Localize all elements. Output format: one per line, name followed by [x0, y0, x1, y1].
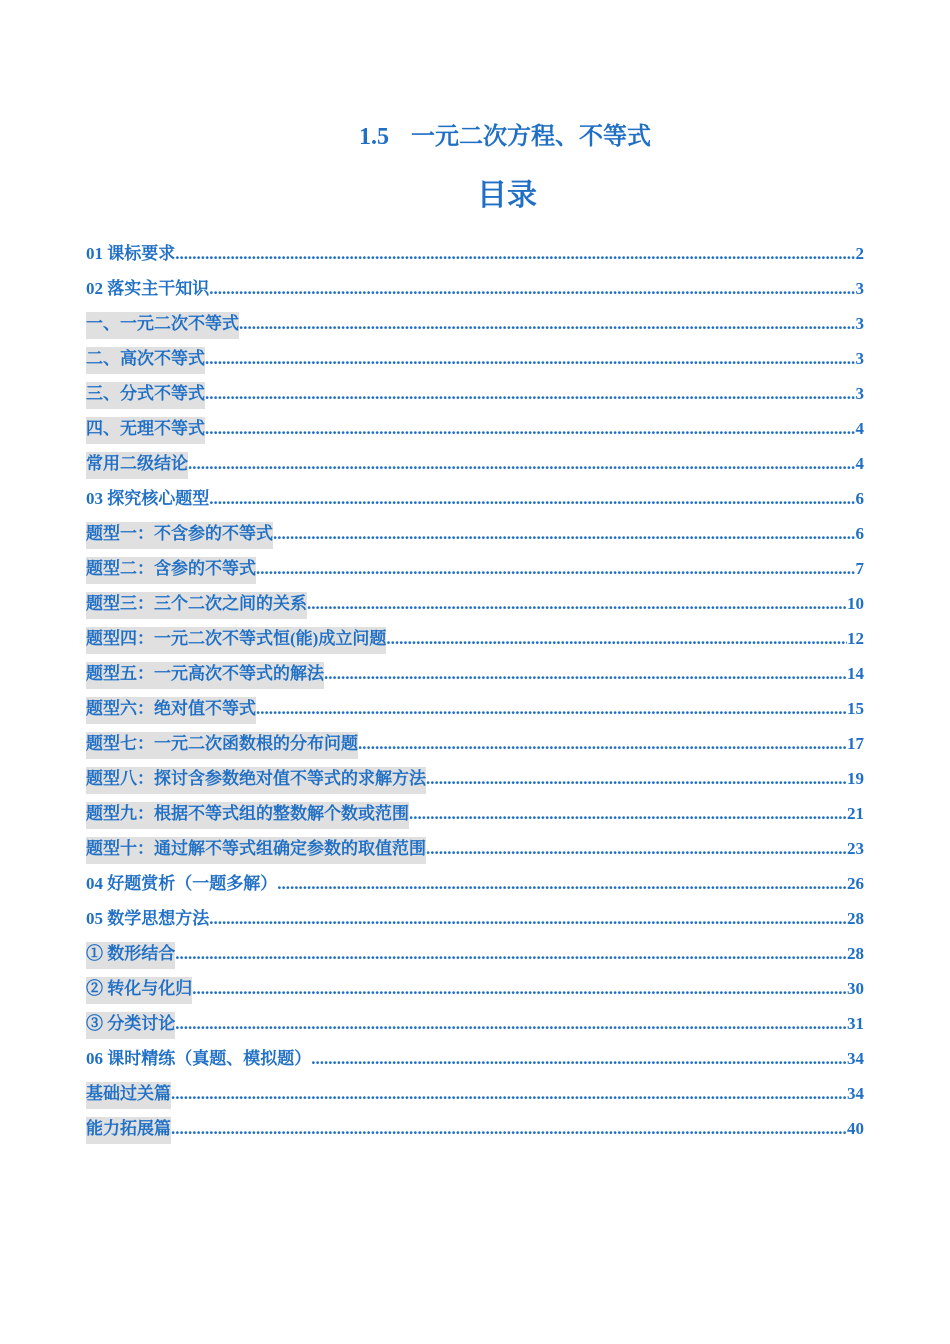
toc-entry[interactable] [86, 444, 864, 479]
toc-entry[interactable] [86, 794, 864, 829]
toc-page-number: 28 [847, 909, 864, 928]
toc-page-number: 40 [847, 1119, 864, 1138]
toc-page-number: 4 [855, 454, 864, 473]
toc-entry-label: 01 课标要求 [86, 244, 176, 263]
toc-entry-label: 05 数学思想方法 [86, 909, 210, 928]
toc-page-number: 3 [855, 384, 864, 403]
toc-leader-dots [273, 522, 856, 549]
toc-entry[interactable] [86, 584, 864, 619]
toc-entry-label: 能力拓展篇 [86, 1117, 171, 1144]
toc-leader-dots [171, 1082, 847, 1109]
toc-page-number: 19 [847, 769, 864, 788]
toc-entry-label: 03 探究核心题型 [86, 489, 210, 508]
toc-entry[interactable] [86, 1039, 864, 1074]
toc-page-number: 4 [855, 419, 864, 438]
section-title: 一元二次方程、不等式 [411, 122, 651, 150]
toc-leader-dots [324, 662, 847, 689]
toc-page-number: 3 [855, 349, 864, 368]
table-of-contents [86, 234, 864, 1144]
toc-page-number: 10 [847, 594, 864, 613]
toc-entry-label: 题型七：一元二次函数根的分布问题 [86, 732, 358, 759]
toc-leader-dots [307, 592, 847, 619]
toc-entry[interactable] [86, 829, 864, 864]
toc-leader-dots [171, 1117, 847, 1144]
toc-page-number: 34 [847, 1084, 864, 1103]
toc-leader-dots [209, 907, 847, 934]
toc-leader-dots [358, 732, 847, 759]
toc-page-number: 30 [847, 979, 864, 998]
toc-leader-dots [205, 417, 856, 444]
toc-entry[interactable] [86, 934, 864, 969]
toc-entry[interactable] [86, 969, 864, 1004]
toc-entry-label: 题型四：一元二次不等式恒(能)成立问题 [86, 627, 386, 654]
toc-page-number: 34 [847, 1049, 864, 1068]
toc-page-number: 3 [855, 314, 864, 333]
section-number: 1.5 [359, 124, 389, 150]
page-title [0, 116, 950, 157]
toc-entry-label: 三、分式不等式 [86, 382, 205, 409]
toc-entry-label: 题型六：绝对值不等式 [86, 697, 256, 724]
toc-page-number: 21 [847, 804, 864, 823]
toc-entry-label: 02 落实主干知识 [86, 279, 210, 298]
toc-leader-dots [175, 942, 847, 969]
toc-page-number: 6 [855, 524, 864, 543]
toc-entry-label: 题型九：根据不等式组的整数解个数或范围 [86, 802, 409, 829]
toc-leader-dots [205, 347, 856, 374]
toc-page-number: 26 [847, 874, 864, 893]
toc-leader-dots [409, 802, 847, 829]
toc-page-number: 3 [855, 279, 864, 298]
toc-entry[interactable] [86, 1004, 864, 1039]
toc-leader-dots [239, 312, 856, 339]
toc-leader-dots [175, 1012, 847, 1039]
toc-entry-label: 一、一元二次不等式 [86, 312, 239, 339]
toc-entry[interactable] [86, 1109, 864, 1144]
toc-entry[interactable] [86, 374, 864, 409]
toc-entry[interactable] [86, 409, 864, 444]
toc-entry[interactable] [86, 689, 864, 724]
toc-entry-label: 二、高次不等式 [86, 347, 205, 374]
toc-entry-label: 常用二级结论 [86, 452, 188, 479]
toc-entry-label: 06 课时精练（真题、模拟题） [86, 1049, 312, 1068]
toc-entry-label: 题型八：探讨含参数绝对值不等式的求解方法 [86, 767, 426, 794]
toc-entry-label: 题型五：一元高次不等式的解法 [86, 662, 324, 689]
toc-leader-dots [209, 277, 855, 304]
toc-page-number: 7 [855, 559, 864, 578]
toc-leader-dots [277, 872, 847, 899]
toc-leader-dots [426, 837, 847, 864]
toc-heading: 目录 [477, 178, 537, 213]
toc-entry-label: ② 转化与化归 [86, 977, 192, 1004]
toc-entry-label: 题型十：通过解不等式组确定参数的取值范围 [86, 837, 426, 864]
toc-entry[interactable] [86, 1074, 864, 1109]
toc-page-number: 2 [855, 244, 864, 263]
toc-entry-label: ① 数形结合 [86, 942, 175, 969]
toc-entry[interactable] [86, 339, 864, 374]
toc-entry-label: 题型一：不含参的不等式 [86, 522, 273, 549]
toc-page-number: 23 [847, 839, 864, 858]
toc-leader-dots [386, 627, 847, 654]
toc-page-number: 14 [847, 664, 864, 683]
toc-leader-dots [311, 1047, 847, 1074]
toc-entry[interactable] [86, 514, 864, 549]
toc-entry[interactable] [86, 724, 864, 759]
toc-entry-label: ③ 分类讨论 [86, 1012, 175, 1039]
toc-leader-dots [175, 242, 855, 269]
toc-leader-dots [426, 767, 847, 794]
toc-entry-label: 基础过关篇 [86, 1082, 171, 1109]
toc-entry-label: 题型二：含参的不等式 [86, 557, 256, 584]
toc-leader-dots [188, 452, 856, 479]
toc-entry-label: 四、无理不等式 [86, 417, 205, 444]
toc-entry-label: 04 好题赏析（一题多解） [86, 874, 278, 893]
toc-page-number: 31 [847, 1014, 864, 1033]
toc-leader-dots [256, 697, 847, 724]
toc-entry[interactable] [86, 654, 864, 689]
toc-page-number: 12 [847, 629, 864, 648]
toc-entry[interactable] [86, 549, 864, 584]
toc-entry[interactable] [86, 759, 864, 794]
toc-entry-label: 题型三：三个二次之间的关系 [86, 592, 307, 619]
toc-page-number: 15 [847, 699, 864, 718]
toc-page-number: 28 [847, 944, 864, 963]
toc-entry[interactable] [86, 269, 864, 304]
toc-entry[interactable] [86, 234, 864, 269]
toc-entry[interactable] [86, 479, 864, 514]
toc-page-number: 17 [847, 734, 864, 753]
toc-leader-dots [209, 487, 855, 514]
toc-leader-dots [256, 557, 856, 584]
toc-leader-dots [205, 382, 856, 409]
toc-entry[interactable] [86, 899, 864, 934]
toc-leader-dots [192, 977, 847, 1004]
toc-entry[interactable] [86, 304, 864, 339]
toc-page-number: 6 [855, 489, 864, 508]
toc-entry[interactable] [86, 619, 864, 654]
toc-entry[interactable] [86, 864, 864, 899]
